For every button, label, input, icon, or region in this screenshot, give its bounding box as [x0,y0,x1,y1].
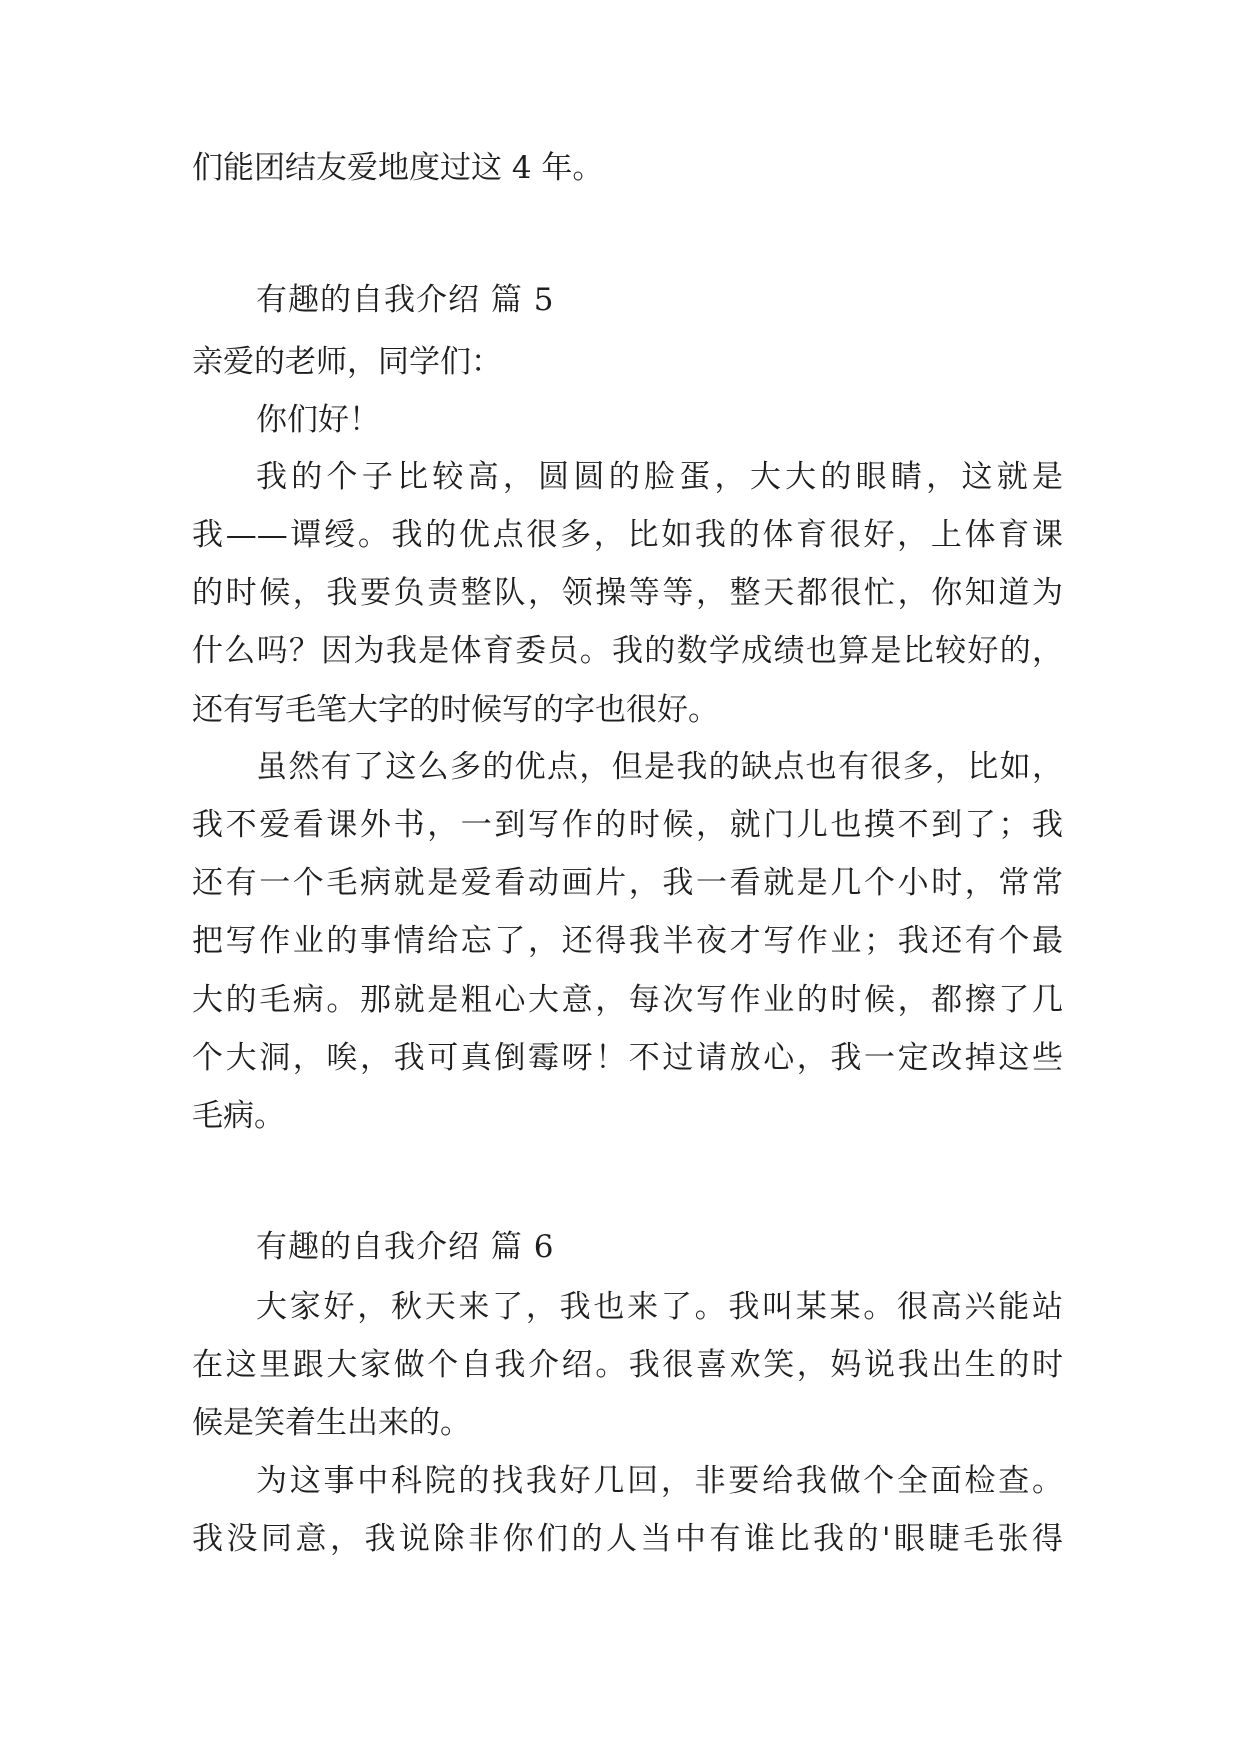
paragraph-line: 候是笑着生出来的。 [192,1405,471,1441]
paragraph-line: 我——谭绶。我的优点很多，比如我的体育很好，上体育课 [192,517,1063,553]
paragraph-line: 们能团结友爱地度过这 4 年。 [192,150,604,186]
paragraph-line: 个大洞，唉，我可真倒霉呀！不过请放心，我一定改掉这些 [192,1040,1063,1076]
paragraph-line: 什么吗？因为我是体育委员。我的数学成绩也算是比较好的， [192,633,1063,669]
paragraph-line: 还有写毛笔大字的时候写的字也很好。 [192,692,719,728]
paragraph-line: 我的个子比较高，圆圆的脸蛋，大大的眼睛，这就是 [256,459,1063,495]
paragraph-line: 大家好，秋天来了，我也来了。我叫某某。很高兴能站 [256,1289,1063,1325]
paragraph-line: 在这里跟大家做个自我介绍。我很喜欢笑，妈说我出生的时 [192,1347,1063,1383]
paragraph-line: 还有一个毛病就是爱看动画片，我一看就是几个小时，常常 [192,865,1063,901]
paragraph-line: 虽然有了这么多的优点，但是我的缺点也有很多，比如， [256,749,1063,785]
salutation: 亲爱的老师，同学们： [192,344,502,380]
paragraph-line: 我没同意，我说除非你们的人当中有谁比我的'眼睫毛张得 [192,1521,1063,1557]
section-heading-5: 有趣的自我介绍 篇 5 [256,282,555,318]
paragraph-line: 我不爱看课外书，一到写作的时候，就门儿也摸不到了；我 [192,807,1063,843]
paragraph-line: 的时候，我要负责整队，领操等等，整天都很忙，你知道为 [192,575,1063,611]
greeting: 你们好！ [256,402,380,438]
section-heading-6: 有趣的自我介绍 篇 6 [256,1229,555,1265]
paragraph-line: 毛病。 [192,1098,285,1134]
paragraph-line: 为这事中科院的找我好几回，非要给我做个全面检查。 [256,1463,1063,1499]
paragraph-line: 大的毛病。那就是粗心大意，每次写作业的时候，都擦了几 [192,982,1063,1018]
paragraph-line: 把写作业的事情给忘了，还得我半夜才写作业；我还有个最 [192,923,1063,959]
